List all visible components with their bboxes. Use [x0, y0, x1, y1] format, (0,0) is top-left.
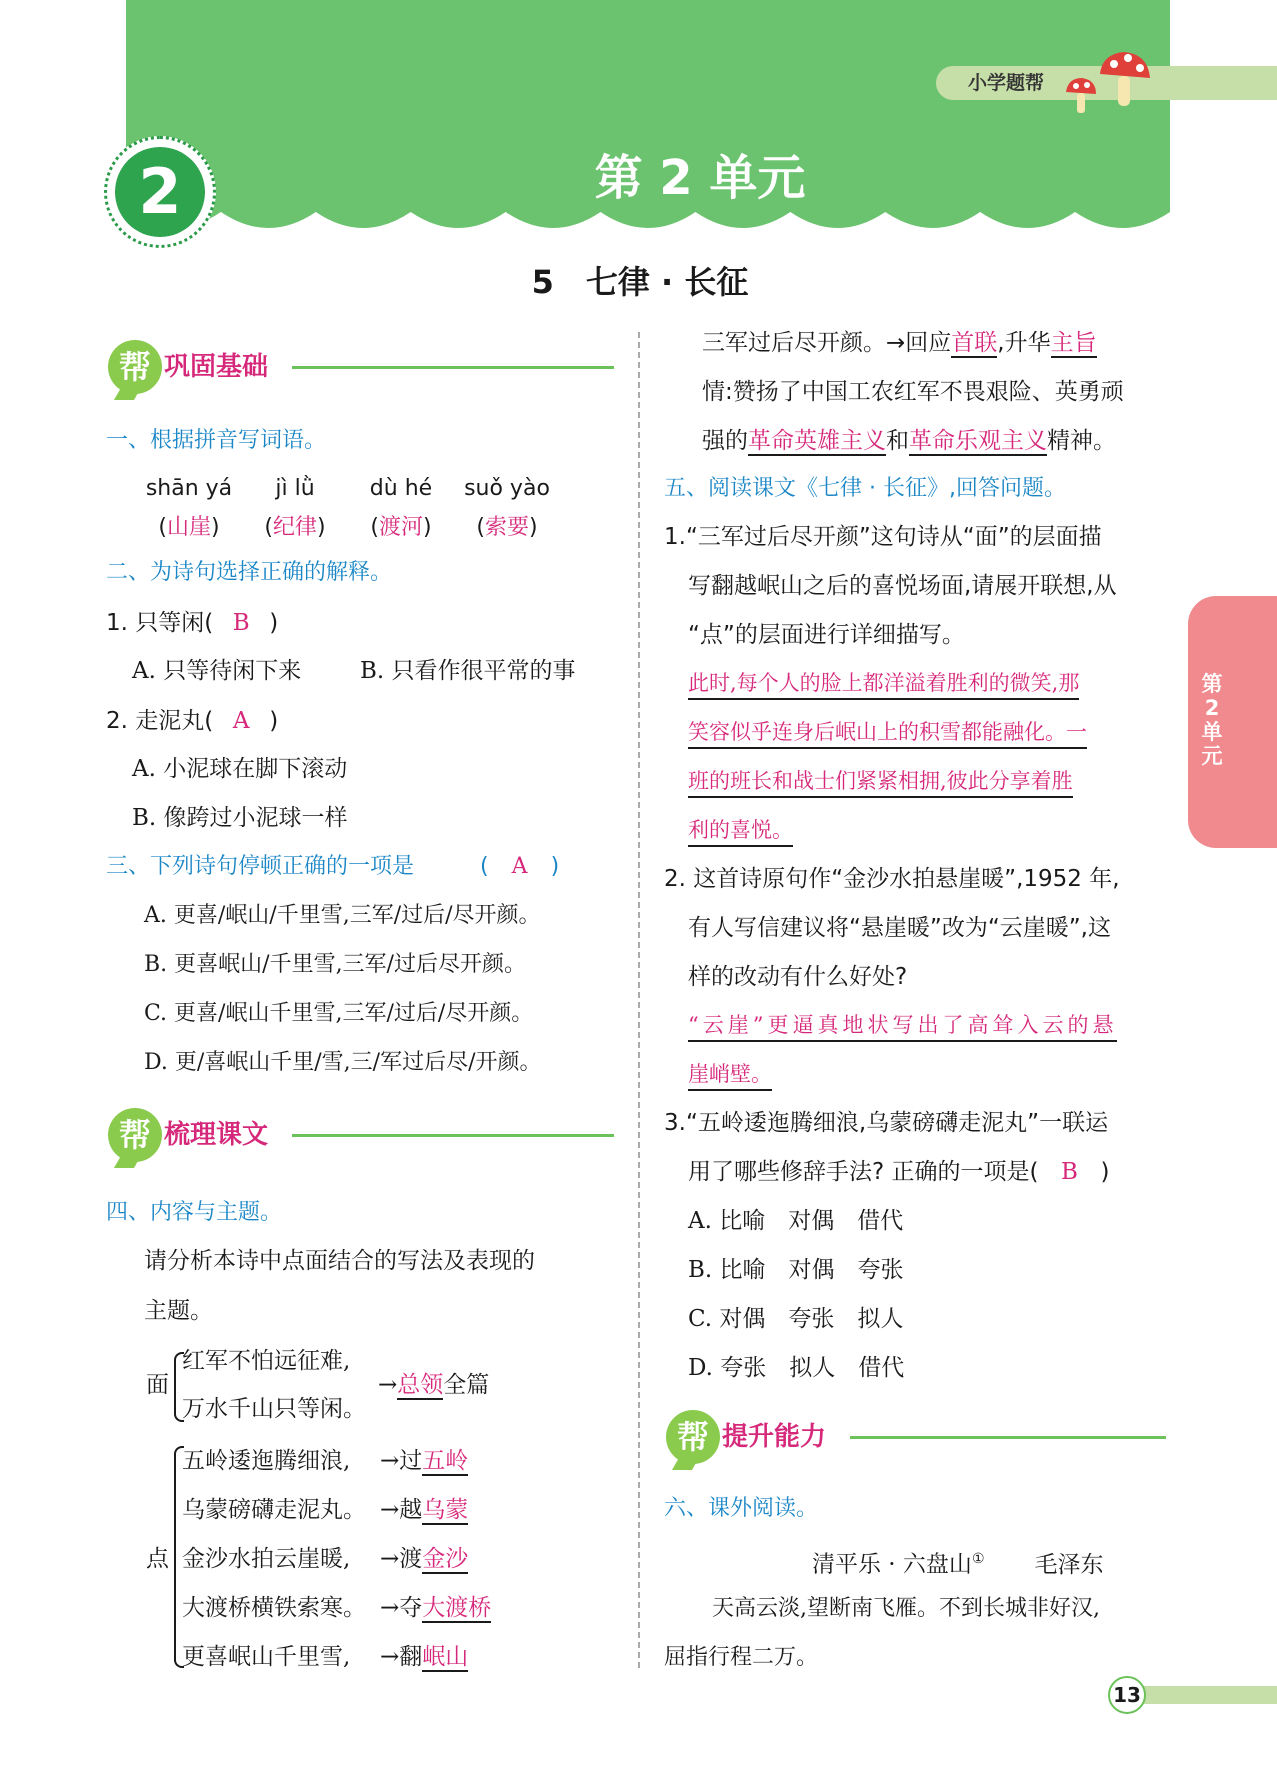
q3-option-c: C. 更喜/岷山千里雪,三军/过后/尽开颜。 — [144, 1001, 534, 1026]
q5-3-option-c: C. 对偶 夸张 拟人 — [688, 1306, 904, 1332]
mushroom-icon — [1062, 44, 1152, 118]
unit-number-badge — [104, 136, 216, 248]
mian-line-1: 红军不怕远征难, — [182, 1348, 351, 1374]
r-theme-line-2: 情:赞扬了中国工农红军不畏艰险、英勇顽 — [702, 379, 1124, 405]
q3-option-a: A. 更喜/岷山/千里雪,三军/过后/尽开颜。 — [144, 903, 541, 928]
page-number: 13 — [1108, 1676, 1146, 1714]
q5-3-line-1: 3.“五岭逶迤腾细浪,乌蒙磅礴走泥丸”一联运 — [664, 1110, 1109, 1136]
r-theme-line-1: 三军过后尽开颜。→回应首联,升华主旨 — [702, 330, 1097, 356]
q5-1-answer-2: 笑容似乎连身后岷山上的积雪都能融化。一 — [688, 717, 1087, 749]
dian-label: 点 — [146, 1546, 169, 1572]
q5-1-line-2: 写翻越岷山之后的喜悦场面,请展开联想,从 — [688, 573, 1117, 599]
mian-label: 面 — [146, 1372, 169, 1398]
mian-summary: →总领全篇 — [378, 1372, 490, 1398]
unit-number: 2 — [138, 155, 182, 228]
r-theme-line-3: 强的革命英雄主义和革命乐观主义精神。 — [702, 428, 1116, 454]
section-header-consolidate: 帮 巩固基础 — [108, 340, 614, 392]
q5-3-option-d: D. 夸张 拟人 借代 — [688, 1355, 905, 1381]
q5-1-answer-3: 班的班长和战士们紧紧相拥,彼此分享着胜 — [688, 766, 1073, 798]
q2-2-option-b: B. 像跨过小泥球一样 — [132, 805, 348, 831]
q3-option-b: B. 更喜岷山/千里雪,三军/过后尽开颜。 — [144, 952, 526, 977]
q5-2-line-1: 2. 这首诗原句作“金沙水拍悬崖暖”,1952 年, — [664, 866, 1120, 892]
q2-2-option-a: A. 小泥球在脚下滚动 — [132, 756, 348, 782]
q5-3-line-2: 用了哪些修辞手法? 正确的一项是( B ) — [688, 1159, 1110, 1185]
q2-1-option-b: B. 只看作很平常的事 — [360, 658, 576, 684]
column-divider — [638, 332, 640, 1668]
poem-title: 清平乐 · 六盘山① 毛泽东 — [812, 1551, 1104, 1578]
header-banner — [126, 0, 1170, 246]
q5-3-option-b: B. 比喻 对偶 夸张 — [688, 1257, 904, 1283]
brand-label: 小学题帮 — [968, 72, 1045, 94]
poem-line-1: 天高云淡,望断南飞雁。不到长城非好汉, — [712, 1596, 1100, 1621]
section-header-improve: 帮 提升能力 — [666, 1410, 1166, 1462]
q4-title: 四、内容与主题。 — [106, 1200, 283, 1225]
q5-1-line-1: 1.“三军过后尽开颜”这句诗从“面”的层面描 — [664, 524, 1102, 550]
q5-title: 五、阅读课文《七律 · 长征》,回答问题。 — [664, 476, 1066, 501]
q6-title: 六、课外阅读。 — [664, 1496, 819, 1521]
section-header-sort-text: 帮 梳理课文 — [108, 1108, 614, 1160]
unit-title: 第 2 单元 — [594, 150, 806, 206]
q5-3-option-a: A. 比喻 对偶 借代 — [688, 1208, 904, 1234]
q5-2-line-2: 有人写信建议将“悬崖暖”改为“云崖暖”,这 — [688, 915, 1111, 941]
q2-1-option-a: A. 只等待闲下来 — [132, 658, 302, 684]
q2-title: 二、为诗句选择正确的解释。 — [106, 560, 393, 585]
q5-1-answer-4: 利的喜悦。 — [688, 815, 793, 847]
q5-2-answer-1: “云崖”更逼真地状写出了高耸入云的悬 — [688, 1010, 1117, 1042]
q4-prompt-line-2: 主题。 — [144, 1298, 213, 1324]
q3-option-d: D. 更/喜岷山千里/雪,三/军过后尽/开颜。 — [144, 1050, 542, 1075]
q5-2-line-3: 样的改动有什么好处? — [688, 964, 908, 990]
q4-prompt-line-1: 请分析本诗中点面结合的写法及表现的 — [144, 1248, 535, 1274]
poem-line-2: 屈指行程二万。 — [664, 1645, 819, 1670]
q1-title: 一、根据拼音写词语。 — [106, 428, 327, 453]
lesson-title: 5 七律 · 长征 — [531, 263, 749, 301]
q3-title: 三、下列诗句停顿正确的一项是 ( A ) — [106, 854, 560, 879]
mian-line-2: 万水千山只等闲。 — [182, 1396, 366, 1422]
q2-2: 2. 走泥丸( A ) — [106, 708, 279, 734]
q5-1-answer-1: 此时,每个人的脸上都洋溢着胜利的微笑,那 — [688, 668, 1079, 700]
side-tab-text: 第 2 单 元 — [1201, 672, 1223, 768]
q2-1: 1. 只等闲( B ) — [106, 610, 279, 636]
q5-1-line-3: “点”的层面进行详细描写。 — [688, 622, 965, 648]
q5-2-answer-2: 崖峭壁。 — [688, 1059, 772, 1091]
